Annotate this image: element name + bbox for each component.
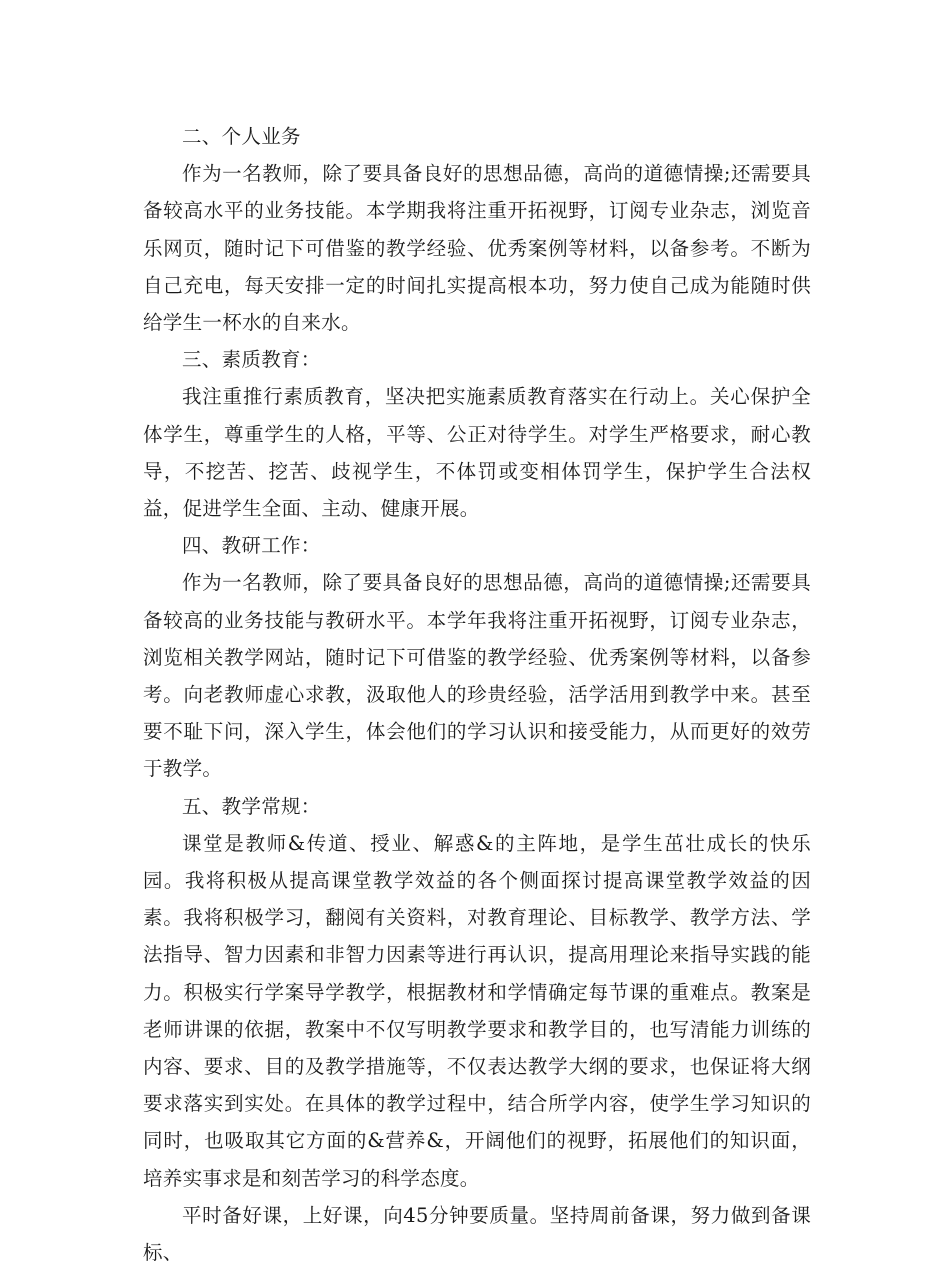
paragraph-personal-business: 作为一名教师，除了要具备良好的思想品德，高尚的道德情操;还需要具备较高水平的业务技能。本学期我将注重开拓视野，订阅专业杂志，浏览音乐网页，随时记下可借鉴的教学经验、优秀案例等材料，以备参考。不断为自己充电，每天安排一定的时间扎实提高根本功，努力使自己成为能随时供给学生一杯水的自来水。 [143, 162, 811, 335]
section-heading-quality-education: 三、素质教育： [182, 348, 321, 372]
paragraph-teaching-routine: 课堂是教师&传道、授业、解惑&的主阵地，是学生茁壮成长的快乐园。我将积极从提高课堂教学效益的各个侧面探讨提高课堂教学效益的因素。我将积极学习，翻阅有关资料，对教育理论、目标教学、教学方法、学法指导、智力因素和非智力因素等进行再认识，提高用理论来指导实践的能力。积极实行学案导学教学，根据教材和学情确定每节课的重难点。教案是老师讲课的依据，教案中不仅写明教学要求和教学目的，也写清能力训练的内容、要求、目的及教学措施等，不仅表达教学大纲的要求，也保证将大纲要求落实到实处。在具体的教学过程中，结合所学内容，使学生学习知识的同时，也吸取其它方面的&营养&，开阔他们的视野，拓展他们的知识面，培养实事求是和刻苦学习的科学态度。 [143, 831, 811, 1190]
section-heading-teaching-research: 四、教研工作： [182, 534, 321, 558]
document-body [143, 118, 811, 1271]
paragraph-teaching-research: 作为一名教师，除了要具备良好的思想品德，高尚的道德情操;还需要具备较高的业务技能与教研水平。本学年我将注重开拓视野，订阅专业杂志，浏览相关教学网站，随时记下可借鉴的教学经验、优秀案例等材料，以备参考。向老教师虚心求教，汲取他人的珍贵经验，活学活用到教学中来。甚至要不耻下问，深入学生，体会他们的学习认识和接受能力，从而更好的效劳于教学。 [143, 571, 811, 781]
section-heading-personal-business: 二、个人业务 [182, 125, 301, 148]
paragraph-lesson-preparation: 平时备好课，上好课，向45分钟要质量。坚持周前备课，努力做到备课标、 [143, 1203, 811, 1265]
paragraph-quality-education: 我注重推行素质教育，坚决把实施素质教育落实在行动上。关心保护全体学生，尊重学生的人格，平等、公正对待学生。对学生严格要求，耐心教导，不挖苦、挖苦、歧视学生，不体罚或变相体罚学生，保护学生合法权益，促进学生全面、主动、健康开展。 [143, 385, 811, 521]
section-heading-teaching-routine: 五、教学常规： [182, 794, 321, 818]
